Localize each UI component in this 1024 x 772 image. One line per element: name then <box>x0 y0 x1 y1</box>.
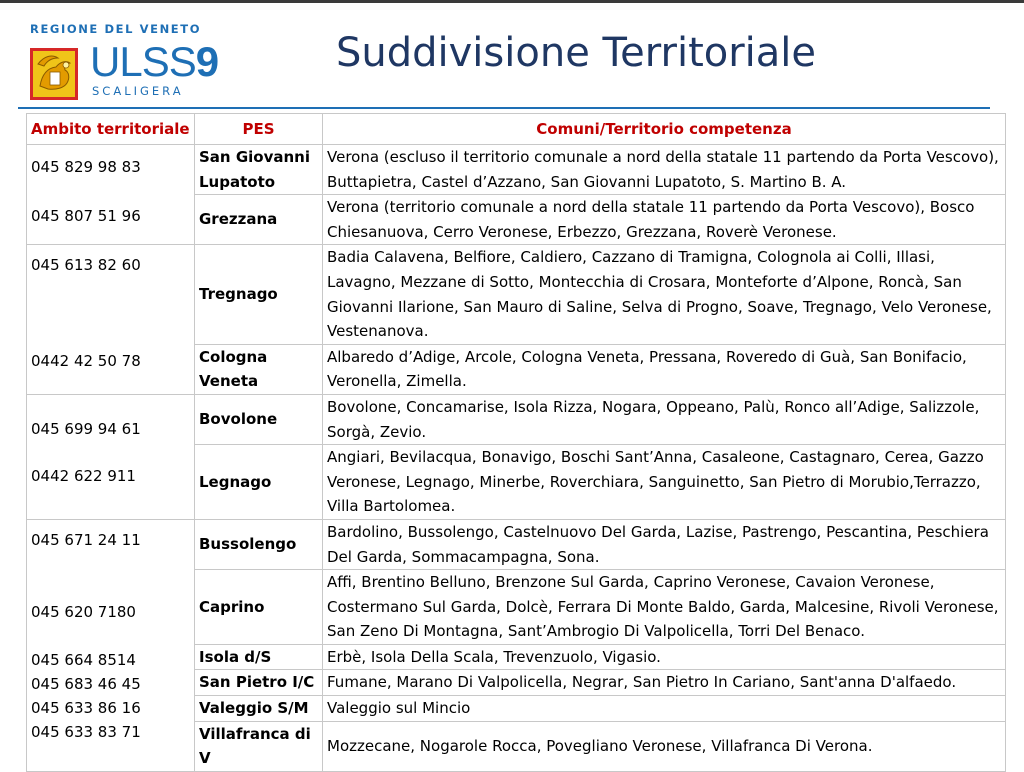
comuni-cell: Mozzecane, Nogarole Rocca, Povegliano Veronese, Villafranca Di Verona. <box>323 721 1006 771</box>
logo <box>18 12 219 102</box>
phone-number: 045 699 94 61 <box>31 419 141 438</box>
header-comuni: Comuni/Territorio competenza <box>323 114 1006 145</box>
pes-name: Caprino <box>195 570 323 645</box>
table-header-row <box>27 114 1006 145</box>
top-border <box>0 0 1024 3</box>
logo-ulss-text: ULSS <box>90 38 196 85</box>
comuni-cell: Affi, Brentino Belluno, Brenzone Sul Garda, Caprino Veronese, Cavaion Veronese, Costermano Sul Garda, Dolcè, Ferrara Di Monte Baldo, Garda, Malcesine, Rivoli Veronese, San Zeno Di Montagna, Sant’Ambrogio Di Valpolicella, Torri Del Benaco. <box>323 570 1006 645</box>
comuni-cell: Erbè, Isola Della Scala, Trevenzuolo, Vigasio. <box>323 644 1006 670</box>
phone-number: 045 807 51 96 <box>31 207 141 225</box>
lion-of-saint-mark-icon <box>30 48 78 100</box>
pes-name: Tregnago <box>195 245 323 344</box>
pes-name: San Giovanni Lupatoto <box>195 145 323 195</box>
table-row <box>27 245 1006 344</box>
comuni-cell: Verona (territorio comunale a nord della statale 11 partendo da Porta Vescovo), Bosco Chiesanuova, Cerro Veronese, Erbezzo, Grezzana, Roverè Veronese. <box>323 195 1006 245</box>
title-rule <box>18 107 990 109</box>
comuni-cell: Angiari, Bevilacqua, Bonavigo, Boschi Sant’Anna, Casaleone, Castagnaro, Cerea, Gazzo Veronese, Legnago, Minerbe, Roverchiara, Sanguinetto, San Pietro di Morubio,Terrazzo, Villa Bartolomea. <box>323 445 1006 520</box>
pes-name: Isola d/S <box>195 644 323 670</box>
header-pes: PES <box>195 114 323 145</box>
comuni-cell: Verona (escluso il territorio comunale a nord della statale 11 partendo da Porta Vescovo), Buttapietra, Castel d’Azzano, San Giovanni Lupatoto, S. Martino B. A. <box>323 145 1006 195</box>
pes-name: San Pietro I/C <box>195 670 323 696</box>
comuni-cell: Albaredo d’Adige, Arcole, Cologna Veneta, Pressana, Roveredo di Guà, San Bonifacio, Veronella, Zimella. <box>323 344 1006 394</box>
phone-number: 045 671 24 11 <box>31 530 141 549</box>
phone-cell <box>27 245 195 395</box>
header-ambito: Ambito territoriale <box>27 114 195 145</box>
phone-cell <box>27 519 195 771</box>
table-row <box>27 519 1006 569</box>
phone-number: 045 633 86 16 <box>31 698 141 717</box>
pes-name: Cologna Veneta <box>195 344 323 394</box>
phone-cell <box>27 145 195 245</box>
territory-table <box>26 113 1006 772</box>
pes-name: Valeggio S/M <box>195 696 323 722</box>
logo-ulss <box>90 40 218 84</box>
phone-number: 0442 622 911 <box>31 466 136 485</box>
logo-subtitle: SCALIGERA <box>92 84 184 98</box>
phone-number: 045 620 7180 <box>31 602 136 621</box>
pes-name: Legnago <box>195 445 323 520</box>
phone-number: 045 613 82 60 <box>31 256 141 275</box>
table-row <box>27 394 1006 444</box>
phone-number: 0442 42 50 78 <box>31 352 141 371</box>
table-row <box>27 145 1006 195</box>
page-title: Suddivisione Territoriale <box>336 30 817 76</box>
comuni-cell: Bovolone, Concamarise, Isola Rizza, Nogara, Oppeano, Palù, Ronco all’Adige, Salizzole, Sorgà, Zevio. <box>323 394 1006 444</box>
pes-name: Bovolone <box>195 394 323 444</box>
pes-name: Bussolengo <box>195 519 323 569</box>
phone-number: 045 633 83 71 <box>31 722 141 741</box>
phone-number: 045 829 98 83 <box>31 158 141 176</box>
comuni-cell: Fumane, Marano Di Valpolicella, Negrar, San Pietro In Cariano, Sant'anna D'alfaedo. <box>323 670 1006 696</box>
comuni-cell: Valeggio sul Mincio <box>323 696 1006 722</box>
phone-number: 045 683 46 45 <box>31 674 141 693</box>
logo-number: 9 <box>195 38 219 85</box>
comuni-cell: Badia Calavena, Belfiore, Caldiero, Cazzano di Tramigna, Colognola ai Colli, Illasi, Lavagno, Mezzane di Sotto, Montecchia di Crosara, Monteforte d’Alpone, Roncà, San Giovanni Ilarione, San Mauro di Saline, Selva di Progno, Soave, Tregnago, Velo Veronese, Vestenanova. <box>323 245 1006 344</box>
phone-number: 045 664 8514 <box>31 650 136 669</box>
phone-cell <box>27 394 195 519</box>
logo-region-text: REGIONE DEL VENETO <box>30 22 202 36</box>
pes-name: Villafranca di V <box>195 721 323 771</box>
comuni-cell: Bardolino, Bussolengo, Castelnuovo Del Garda, Lazise, Pastrengo, Pescantina, Peschiera Del Garda, Sommacampagna, Sona. <box>323 519 1006 569</box>
pes-name: Grezzana <box>195 195 323 245</box>
